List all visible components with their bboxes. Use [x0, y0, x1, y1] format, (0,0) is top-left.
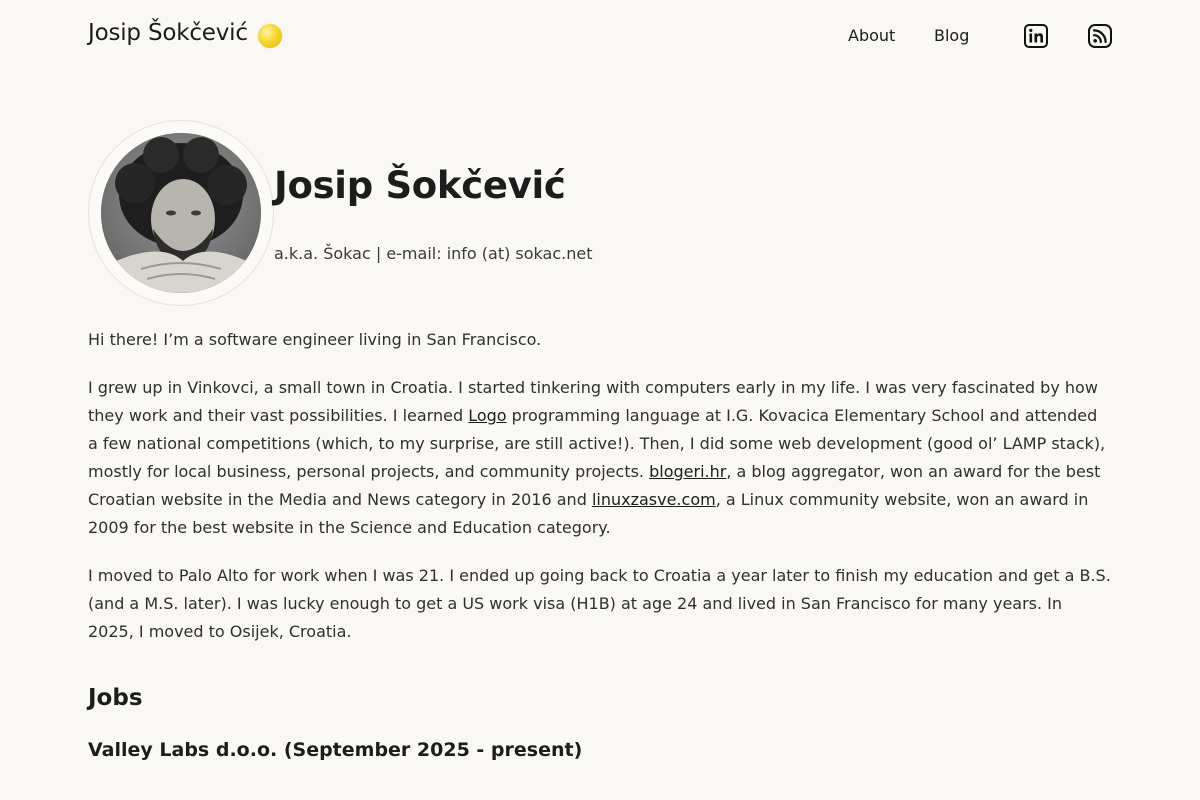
- intro-text: , a Linux community website, won an award in 2009 for the best website in the Science and Education category.: [88, 490, 1089, 537]
- logo-link[interactable]: Logo: [468, 406, 507, 425]
- job-title: Valley Labs d.o.o. (September 2025 - present): [88, 739, 583, 761]
- intro-text: programming language at I.G. Kovacica Elementary School and attended a few national competitions (which, to my surprise, are still active!). Then, I did some web development (good ol’ LAMP stack), mostly for local business, personal projects, and community projects.: [88, 406, 1106, 481]
- blogeri-link[interactable]: blogeri.hr: [649, 462, 727, 481]
- avatar: [88, 120, 274, 306]
- linkedin-icon[interactable]: [1023, 23, 1049, 49]
- rss-icon[interactable]: [1087, 23, 1113, 49]
- linkedin-icon-graphic: [1023, 23, 1049, 49]
- intro-paragraph-3: I moved to Palo Alto for work when I was 21. I ended up going back to Croatia a year later to finish my education and get a B.S. (and a M.S. later). I was lucky enough to get a US work visa (H1B) at age 24 and lived in San Francisco for many years. In 2025, I moved to Osijek, Croatia.: [88, 566, 1111, 641]
- intro-paragraph-1: Hi there! I’m a software engineer living in San Francisco.: [88, 330, 542, 349]
- intro-paragraph-2: [88, 374, 1112, 542]
- sun-icon[interactable]: [258, 24, 282, 48]
- nav-blog-link[interactable]: Blog: [934, 26, 970, 45]
- jobs-heading: Jobs: [88, 685, 143, 711]
- main-content: [88, 326, 1112, 764]
- intro-text: I grew up in Vinkovci, a small town in Croatia. I started tinkering with computers early in my life. I was very fascinated by how they work and their vast possibilities. I learned: [88, 378, 1098, 425]
- rss-icon-graphic: [1087, 23, 1113, 49]
- site-title-link[interactable]: Josip Šokčević: [88, 20, 248, 46]
- intro-text: , a blog aggregator, won an award for the best Croatian website in the Media and News category in 2016 and: [88, 462, 1101, 509]
- profile-subtitle: a.k.a. Šokac | e-mail: info (at) sokac.net: [274, 244, 593, 263]
- nav-about-link[interactable]: About: [848, 26, 896, 45]
- site-header: [0, 0, 1200, 72]
- avatar-photo: [101, 133, 261, 293]
- page-title: Josip Šokčević: [274, 164, 566, 207]
- linuxzasve-link[interactable]: linuxzasve.com: [591, 490, 716, 509]
- profile-header: [88, 120, 1112, 310]
